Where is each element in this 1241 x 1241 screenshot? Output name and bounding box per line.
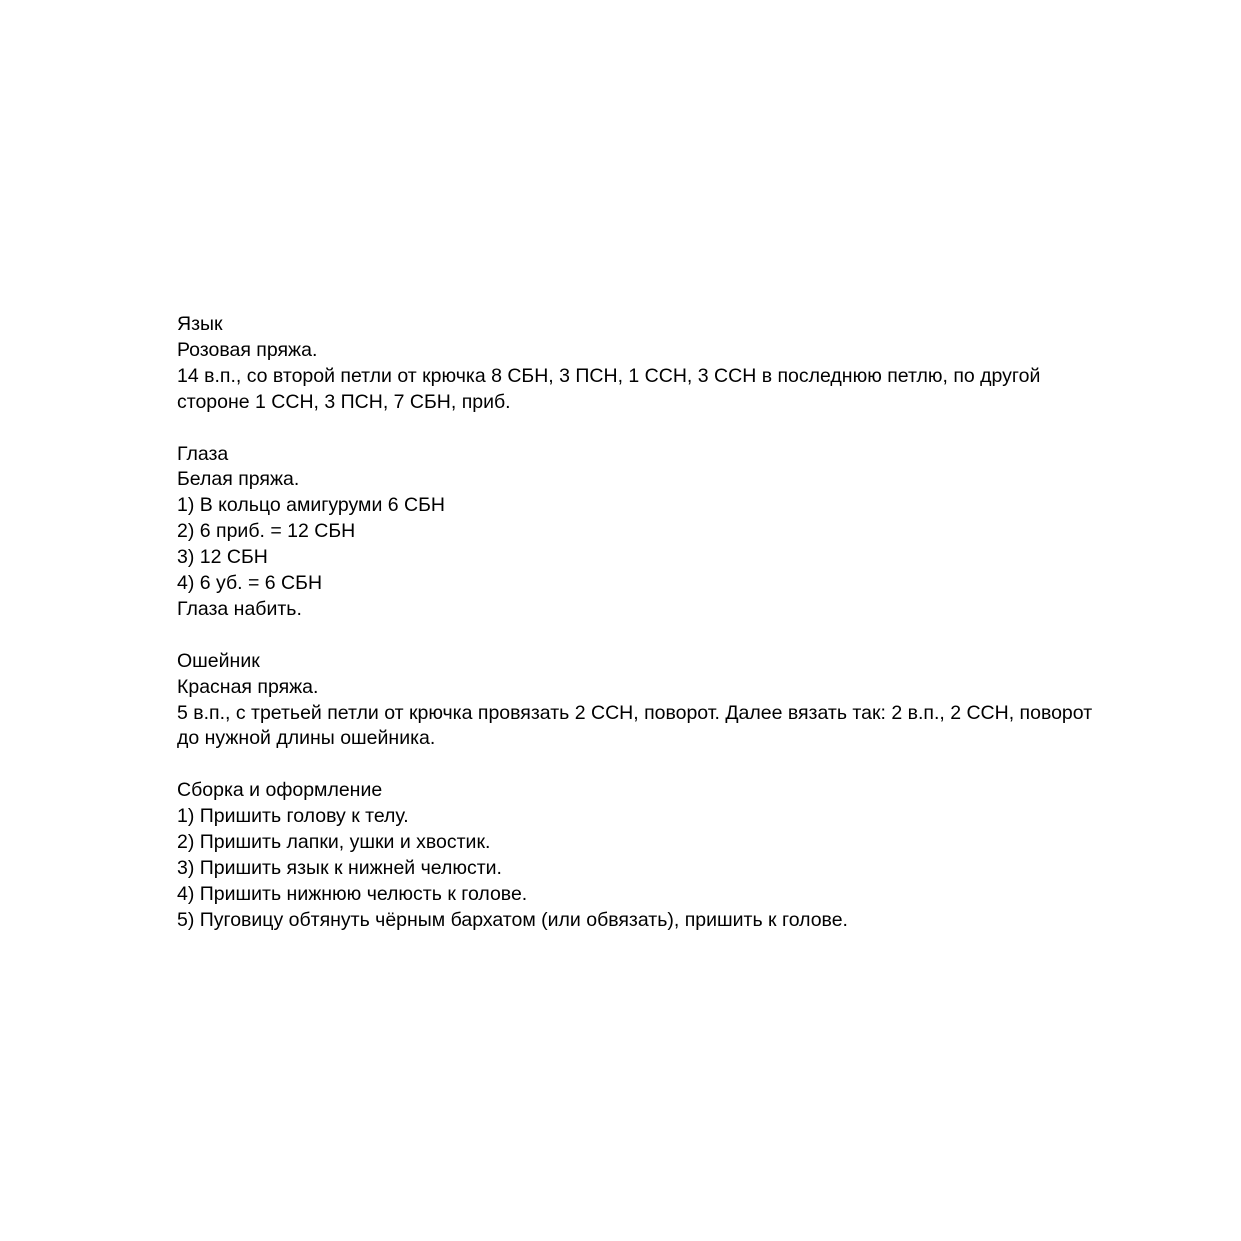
text-line: 4) Пришить нижнюю челюсть к голове. [177,882,528,905]
text-line: 1) Пришить голову к телу. [177,805,409,828]
text-line: 2) 6 приб. = 12 СБН [177,520,356,543]
section-assembly [177,778,1117,933]
text-line: 14 в.п., со второй петли от крючка 8 СБН, 3 ПСН, 1 ССН, 3 ССН в последнюю петлю, по другой стороне 1 ССН, 3 ПСН, 7 СБН, приб. [177,364,1041,413]
text-line: 3) Пришить язык к нижней челюсти. [177,856,502,879]
section-title: Сборка и оформление [177,779,383,802]
section-eyes [177,442,1117,623]
text-line: 2) Пришить лапки, ушки и хвостик. [177,831,491,854]
section-tongue [177,312,1117,416]
document-body [177,312,1117,934]
text-line: 5) Пуговицу обтянуть чёрным бархатом (или обвязать), пришить к голове. [177,908,848,931]
text-line: Розовая пряжа. [177,338,318,361]
section-title: Ошейник [177,649,260,672]
text-line: Красная пряжа. [177,675,319,698]
text-line: 5 в.п., с третьей петли от крючка провязать 2 ССН, поворот. Далее вязать так: 2 в.п., 2 ССН, поворот до нужной длины ошейника. [177,701,1093,750]
text-line: 3) 12 СБН [177,546,268,569]
text-line: 4) 6 уб. = 6 СБН [177,572,323,595]
section-title: Язык [177,313,223,335]
text-line: Глаза набить. [177,597,302,620]
section-title: Глаза [177,442,229,465]
text-line: 1) В кольцо амигуруми 6 СБН [177,494,445,517]
text-line: Белая пряжа. [177,468,300,491]
section-collar [177,649,1117,753]
